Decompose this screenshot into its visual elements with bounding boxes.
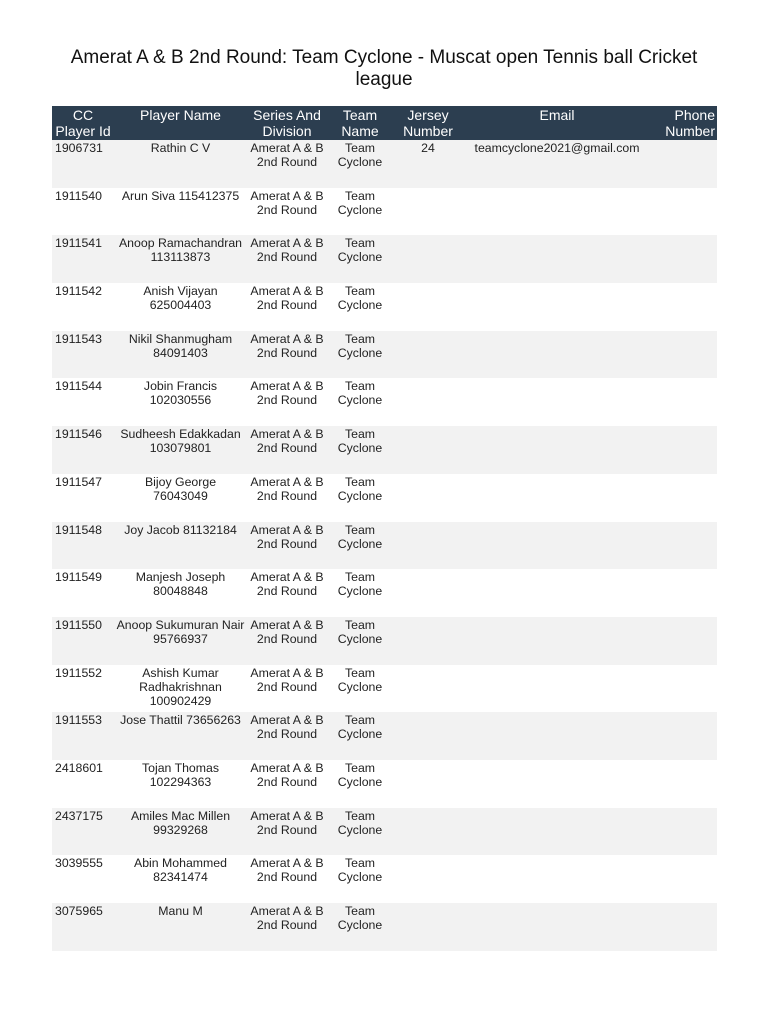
table-row (52, 331, 717, 379)
email-cell (463, 378, 651, 426)
player-name-cell: Amiles Mac Millen 99329268 (130, 808, 231, 837)
team-name-cell: Team Cyclone (337, 904, 383, 932)
series-division-cell: Amerat A & B 2nd Round (250, 570, 324, 599)
team-name-cell: Team Cyclone (337, 570, 383, 599)
player-id-cell: 1911552 (55, 665, 102, 680)
jersey-number-cell (393, 903, 463, 951)
email-cell (463, 617, 651, 665)
player-name-cell: Anoop Ramachandran 113113873 (118, 236, 243, 265)
player-id-cell: 1911540 (55, 188, 102, 203)
team-name-cell: Team Cyclone (337, 379, 383, 408)
email-cell (463, 426, 651, 474)
player-id-cell: 1911547 (55, 474, 102, 489)
jersey-number-cell (393, 569, 463, 617)
phone-number-cell (651, 140, 717, 188)
jersey-number-cell (393, 235, 463, 283)
series-division-cell: Amerat A & B 2nd Round (250, 331, 324, 360)
player-id-cell: 3039555 (55, 856, 103, 871)
table-row (52, 617, 717, 665)
email-cell (463, 712, 651, 760)
table-row (52, 235, 717, 283)
phone-number-cell (651, 855, 717, 903)
player-id-cell: 1911548 (55, 522, 102, 537)
phone-number-cell (651, 188, 717, 236)
series-division-cell: Amerat A & B 2nd Round (250, 760, 324, 789)
email-cell (463, 283, 651, 331)
player-name-cell: Abin Mohammed 82341474 (134, 856, 227, 885)
series-division-cell: Amerat A & B 2nd Round (250, 904, 324, 932)
player-id-cell: 3075965 (55, 904, 103, 918)
player-name-cell: Manjesh Joseph 80048848 (135, 570, 226, 599)
team-name-cell: Team Cyclone (337, 141, 383, 169)
team-name-cell: Team Cyclone (337, 617, 383, 646)
email-cell (463, 235, 651, 283)
jersey-number-cell (393, 331, 463, 379)
player-id-cell: 1911546 (55, 427, 102, 442)
phone-number-cell (651, 617, 717, 665)
player-id-cell: 1911544 (55, 379, 102, 394)
series-division-cell: Amerat A & B 2nd Round (250, 617, 324, 646)
email-cell (463, 474, 651, 522)
jersey-number-cell (393, 426, 463, 474)
team-name-cell: Team Cyclone (337, 236, 383, 265)
header-email: Email (539, 107, 575, 123)
phone-number-cell (651, 426, 717, 474)
table-header (52, 106, 717, 140)
table-body (52, 140, 717, 951)
player-id-cell: 1911543 (55, 331, 102, 346)
team-name-cell: Team Cyclone (337, 665, 383, 694)
player-name-cell: Manu M (158, 904, 203, 918)
series-division-cell: Amerat A & B 2nd Round (250, 713, 324, 742)
player-id-cell: 1911553 (55, 713, 102, 728)
player-id-cell: 2437175 (55, 808, 103, 823)
team-name-cell: Team Cyclone (337, 856, 383, 885)
header-team-name: Team Name (341, 107, 379, 139)
team-name-cell: Team Cyclone (337, 808, 383, 837)
table-row (52, 569, 717, 617)
jersey-number-cell (393, 617, 463, 665)
player-table (52, 106, 717, 951)
phone-number-cell (651, 283, 717, 331)
jersey-number-cell (393, 378, 463, 426)
table-row (52, 855, 717, 903)
email-cell (463, 855, 651, 903)
email-cell (463, 331, 651, 379)
player-name-cell: Rathin C V (150, 141, 211, 155)
phone-number-cell (651, 235, 717, 283)
series-division-cell: Amerat A & B 2nd Round (250, 522, 324, 551)
jersey-number-cell (393, 808, 463, 856)
phone-number-cell (651, 331, 717, 379)
email-cell (463, 188, 651, 236)
series-division-cell: Amerat A & B 2nd Round (250, 284, 324, 313)
email-cell (463, 569, 651, 617)
table-row (52, 903, 717, 951)
player-name-cell: Anoop Sukumuran Nair 95766937 (116, 617, 245, 646)
table-row (52, 760, 717, 808)
player-name-cell: Jobin Francis 102030556 (143, 379, 218, 408)
header-player-name: Player Name (140, 107, 221, 123)
phone-number-cell (651, 474, 717, 522)
player-name-cell: Ashish Kumar Radhakrishnan 100902429 (139, 665, 222, 708)
jersey-number-cell (393, 855, 463, 903)
email-cell (463, 760, 651, 808)
team-name-cell: Team Cyclone (337, 474, 383, 503)
jersey-number-cell (393, 283, 463, 331)
jersey-number-cell (393, 712, 463, 760)
player-id-cell: 1906731 (55, 141, 103, 155)
jersey-number-cell: 24 (421, 141, 435, 155)
email-cell (463, 522, 651, 570)
header-jersey-number: Jersey Number (403, 107, 453, 139)
series-division-cell: Amerat A & B 2nd Round (250, 379, 324, 408)
player-id-cell: 1911542 (55, 284, 102, 299)
player-name-cell: Tojan Thomas 102294363 (141, 760, 219, 789)
series-division-cell: Amerat A & B 2nd Round (250, 188, 324, 217)
series-division-cell: Amerat A & B 2nd Round (250, 141, 324, 169)
table-row (52, 474, 717, 522)
series-division-cell: Amerat A & B 2nd Round (250, 427, 324, 456)
team-name-cell: Team Cyclone (337, 188, 383, 217)
header-player-id: CC Player Id (55, 107, 111, 139)
email-cell (463, 665, 651, 713)
series-division-cell: Amerat A & B 2nd Round (250, 236, 324, 265)
team-name-cell: Team Cyclone (337, 331, 383, 360)
player-id-cell: 2418601 (55, 760, 103, 775)
table-row (52, 140, 717, 188)
player-id-cell: 1911541 (55, 236, 102, 251)
team-name-cell: Team Cyclone (337, 522, 383, 551)
table-row (52, 712, 717, 760)
table-row (52, 426, 717, 474)
series-division-cell: Amerat A & B 2nd Round (250, 856, 324, 885)
email-cell (463, 903, 651, 951)
player-name-cell: Bijoy George 76043049 (144, 474, 217, 503)
page-title: Amerat A & B 2nd Round: Team Cyclone - Muscat open Tennis ball Cricket league (70, 47, 698, 90)
phone-number-cell (651, 665, 717, 713)
table-row (52, 808, 717, 856)
header-phone-number: Phone Number (665, 107, 715, 139)
jersey-number-cell (393, 474, 463, 522)
header-series-division: Series And Division (253, 107, 321, 139)
team-name-cell: Team Cyclone (337, 760, 383, 789)
player-name-cell: Jose Thattil 73656263 (120, 713, 241, 728)
series-division-cell: Amerat A & B 2nd Round (250, 474, 324, 503)
player-id-cell: 1911550 (55, 617, 102, 632)
phone-number-cell (651, 760, 717, 808)
jersey-number-cell (393, 665, 463, 713)
series-division-cell: Amerat A & B 2nd Round (250, 665, 324, 694)
email-cell: teamcyclone2021@gmail.com (474, 141, 640, 155)
player-name-cell: Sudheesh Edakkadan 103079801 (120, 427, 241, 456)
phone-number-cell (651, 712, 717, 760)
team-name-cell: Team Cyclone (337, 713, 383, 742)
table-row (52, 665, 717, 713)
series-division-cell: Amerat A & B 2nd Round (250, 808, 324, 837)
phone-number-cell (651, 569, 717, 617)
jersey-number-cell (393, 188, 463, 236)
phone-number-cell (651, 903, 717, 951)
phone-number-cell (651, 808, 717, 856)
team-name-cell: Team Cyclone (337, 427, 383, 456)
player-name-cell: Nikil Shanmugham 84091403 (128, 331, 233, 360)
table-row (52, 283, 717, 331)
player-id-cell: 1911549 (55, 570, 102, 585)
email-cell (463, 808, 651, 856)
table-row (52, 378, 717, 426)
table-row (52, 522, 717, 570)
jersey-number-cell (393, 760, 463, 808)
player-name-cell: Joy Jacob 81132184 (124, 522, 237, 537)
phone-number-cell (651, 378, 717, 426)
team-name-cell: Team Cyclone (337, 284, 383, 313)
header-row (52, 106, 717, 140)
jersey-number-cell (393, 522, 463, 570)
table-row (52, 188, 717, 236)
phone-number-cell (651, 522, 717, 570)
player-name-cell: Arun Siva 115412375 (121, 188, 240, 203)
player-name-cell: Anish Vijayan 625004403 (143, 284, 218, 313)
